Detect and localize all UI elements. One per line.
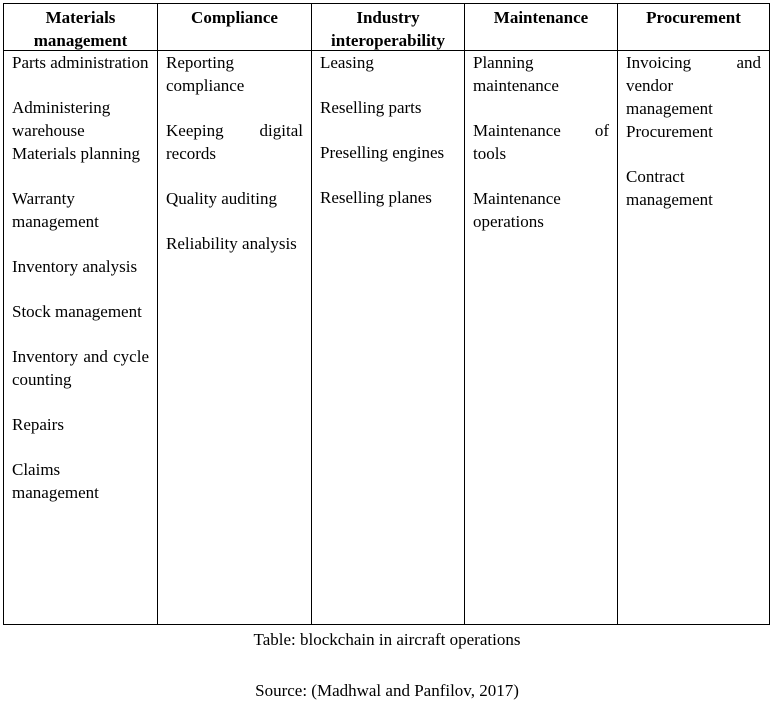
table-cell-item: Leasing [320, 53, 374, 72]
table-cell-item: Inventory analysis [12, 257, 138, 276]
table-cell-item: Warranty management [12, 189, 99, 231]
table-cell-item: Procurement [626, 122, 713, 141]
table-source: Source: (Madhwal and Panfilov, 2017) [255, 681, 519, 700]
procurement-column [618, 51, 769, 624]
table-cell-item: Invoicing and vendor management [626, 53, 761, 118]
table-cell-item: Keeping digital records [166, 121, 303, 163]
table-header-row [4, 4, 769, 51]
maintenance-column [465, 51, 618, 624]
header-industry-interoperability: Industry interoperability [312, 4, 465, 50]
table-cell-item: Contract management [626, 167, 713, 209]
table-cell-item: Repairs [12, 415, 64, 434]
header-maintenance: Maintenance [465, 4, 618, 50]
table-cell-item: Parts administration [12, 53, 149, 72]
table-cell-item: Reliability analysis [166, 234, 297, 253]
table-cell-item: Materials planning [12, 144, 140, 163]
header-compliance: Compliance [158, 4, 312, 50]
header-procurement: Procurement [646, 8, 741, 27]
table-cell-item: Claims management [12, 460, 99, 502]
table-cell-item: Maintenance operations [473, 189, 561, 231]
table-cell-item: Quality auditing [166, 189, 277, 208]
table-cell-item: Maintenance of tools [473, 121, 609, 163]
table-cell-item: Reporting compliance [166, 53, 245, 95]
compliance-column [158, 51, 312, 624]
table-cell-item: Stock management [12, 302, 142, 321]
table-cell-item: Reselling planes [320, 188, 432, 207]
table-cell-item: Preselling engines [320, 143, 445, 162]
materials-management-column [4, 51, 158, 624]
table-cell-item: Planning maintenance [473, 53, 559, 95]
table-body-row [4, 51, 769, 624]
industry-interoperability-column [312, 51, 465, 624]
blockchain-operations-table [3, 3, 770, 625]
table-cell-item: Reselling parts [320, 98, 422, 117]
header-materials-management: Materials management [4, 4, 158, 50]
table-cell-item: Inventory and cycle counting [12, 347, 149, 389]
table-cell-item: Administering warehouse [12, 98, 111, 140]
table-caption: Table: blockchain in aircraft operations [253, 630, 521, 649]
